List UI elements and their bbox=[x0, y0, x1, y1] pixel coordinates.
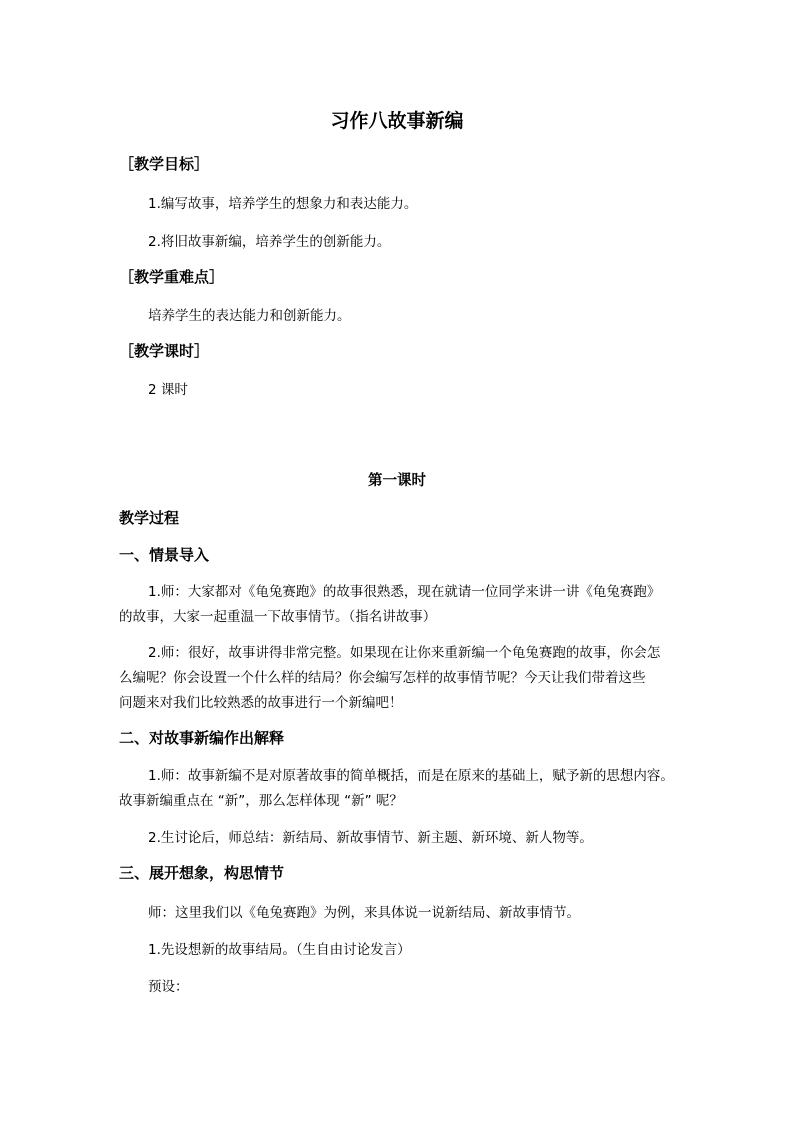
section-1-paragraph-1-line-1: 1.师：大家都对《龟兔赛跑》的故事很熟悉，现在就请一位同学来讲一讲《龟兔赛跑》 bbox=[148, 584, 661, 600]
section-1-paragraph-2-line-2: 么编呢？你会设置一个什么样的结局？你会编写怎样的故事情节呢？今天让我们带着这些 bbox=[119, 670, 646, 686]
goal-item-1: 1.编写故事，培养学生的想象力和表达能力。 bbox=[148, 196, 418, 212]
lesson-title: 第一课时 bbox=[368, 473, 426, 489]
key-points-text: 培养学生的表达能力和创新能力。 bbox=[148, 308, 351, 324]
section-1-heading: 一、情景导入 bbox=[119, 546, 210, 564]
section-1-paragraph-1-line-2: 的故事，大家一起重温一下故事情节。（指名讲故事） bbox=[119, 609, 437, 625]
section-3-paragraph-2: 1.先设想新的故事结局。（生自由讨论发言） bbox=[148, 942, 411, 958]
section-3-heading: 三、展开想象，构思情节 bbox=[119, 864, 285, 882]
section-1-paragraph-2-line-1: 2.师：很好，故事讲得非常完整。如果现在让你来重新编一个龟兔赛跑的故事，你会怎 bbox=[148, 645, 661, 661]
section-3-paragraph-3: 预设： bbox=[148, 979, 189, 995]
section-1-paragraph-2-line-3: 问题来对我们比较熟悉的故事进行一个新编吧！ bbox=[119, 695, 403, 711]
section-2-paragraph-1-line-2: 故事新编重点在 “新”，那么怎样体现 “新” 呢？ bbox=[119, 793, 403, 809]
section-2-paragraph-1-line-1: 1.师：故事新编不是对原著故事的简单概括，而是在原来的基础上，赋予新的思想内容。 bbox=[148, 768, 674, 784]
hours-text: 2 课时 bbox=[148, 382, 188, 398]
key-points-heading: ［教学重难点］ bbox=[119, 268, 225, 286]
section-2-paragraph-2: 2.生讨论后，师总结：新结局、新故事情节、新主题、新环境、新人物等。 bbox=[148, 830, 593, 846]
section-3-paragraph-1: 师：这里我们以《龟兔赛跑》为例，来具体说一说新结局、新故事情节。 bbox=[148, 905, 580, 921]
process-heading: 教学过程 bbox=[119, 509, 180, 527]
document-title: 习作八故事新编 bbox=[330, 110, 464, 132]
goals-heading: ［教学目标］ bbox=[119, 155, 210, 173]
section-2-heading: 二、对故事新编作出解释 bbox=[119, 729, 285, 747]
hours-heading: ［教学课时］ bbox=[119, 342, 210, 360]
goal-item-2: 2.将旧故事新编，培养学生的创新能力。 bbox=[148, 234, 391, 250]
